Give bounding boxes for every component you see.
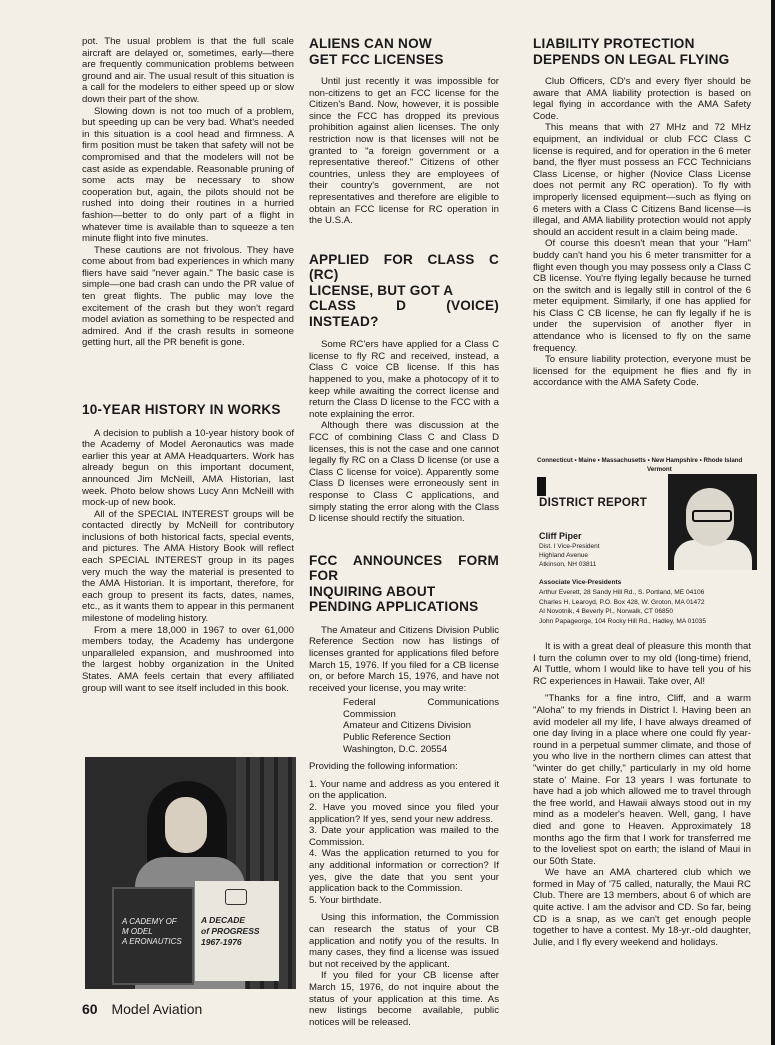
paragraph: Although there was discussion at the FCC of combining Class C and Class D licenses, this is not the case and one cannot legally fly RC on a Class D license (or use a Class C license for voice). Apparently some Class D licenses were erroneously sent in response to Class C applications, and simply stating the error along with the Class D license should rectify the situation. <box>309 420 499 525</box>
booklet-title-line: of PROGRESS <box>201 926 260 936</box>
paragraph: Until just recently it was impossible for non-citizens to get an FCC license for the Citizen's Band. Now, however, it is possible since the FCC has dropped its previous prohibition against alien licenses. The only restriction now is that licenses will not be granted to "a foreign government or a representative thereof." Citizens of other countries, unless they are employees of their country's government, are not representatives and therefore are eligible to obtain an FCC license for RC operation in the U.S.A. <box>309 76 499 227</box>
vp-address: Highland Avenue <box>539 552 589 559</box>
list-item: 2. Have you moved since you filed your application? If yes, send your new address. <box>309 802 499 825</box>
paragraph: The Amateur and Citizens Division Public Reference Section now has listings of licenses granted for applications filed before March 15, 1976. If you filed for a CB license on, or before March 15, 1976, and have not received your license, you may write: <box>309 624 499 694</box>
paragraph: This means that with 27 MHz and 72 MHz equipment, an individual or club FCC Class C license is required, and for operation in the 6 meter band, the flyer must possess an FCC Technicians Class License, or higher (Novice Class License does not permit any RC operation). To fly with improperly licensed equipment—such as flying on 6 meters with a Class C Citizens Band license—is illegal, and AMA liability protection would not apply should an accident result in a claim being made. <box>533 122 751 238</box>
page-footer <box>82 1001 202 1017</box>
paragraph: We have an AMA chartered club which we formed in May of '75 called, naturally, the Maui RC Club. There are 13 members, about 6 of which are quite active. I am the advisor and CD. So far, being CD is a snap, as we can't get enough people together to have a contest. My 18-yr.-old daughter, Julie, and I fly every weekend and holidays. <box>533 867 751 948</box>
paragraph: A decision to publish a 10-year history book of the Academy of Model Aeronautics was made earlier this year at AMA Headquarters. Work has already begun on this important document, announced Jim McNeill, AMA Historian, last week. Photo below shows Lucy Ann McNeill with mock-up of new book. <box>82 427 294 509</box>
assoc-item: Charles H. Learoyd, P.O. Box 428, W. Groton, MA 01472 <box>539 598 705 606</box>
list-item: 1. Your name and address as you entered it on the application. <box>309 778 499 802</box>
aliens-heading <box>309 36 499 67</box>
heading-line: PENDING APPLICATIONS <box>309 599 479 615</box>
column-right <box>533 36 751 389</box>
assoc-item: Al Novotnik, 4 Beverly Pl., Norwalk, CT 06850 <box>539 608 674 616</box>
publication-name: Model Aviation <box>111 1001 203 1017</box>
heading-line: CLASS D (VOICE) INSTEAD? <box>309 298 499 329</box>
paragraph: Using this information, the Commission can research the status of your CB application and notify you of the results. In many cases, they find a license was issued but not received by the applicant. <box>309 912 499 970</box>
info-list <box>309 779 499 907</box>
heading-line: ALIENS CAN NOW <box>309 36 432 51</box>
column-middle <box>309 36 499 1028</box>
paragraph: To ensure liability protection, everyone must be licensed for the equipment he flies and fly in accordance with the AMA Safety Code. <box>533 354 751 389</box>
fcc-address <box>309 697 499 755</box>
book-title-line: A ERONAUTICS <box>122 937 182 946</box>
book-title-line: M ODEL <box>122 927 153 936</box>
paragraph: pot. The usual problem is that the full scale aircraft are delayed or, sometimes, early—there are frequently communication problems between ground and air. The usual result of this situation is a call for the modelers to either speed up or slow down their part of the show. <box>82 36 294 105</box>
page-number: 60 <box>82 1001 98 1017</box>
paragraph: Of course this doesn't mean that your "Ham" buddy can't hand you his 6 meter transmitter for a flight even though you may possess only a Class C CB license. You're flying legally because he turned on the switch and is legally still in control of the 6 meter equipment. Similarly, if one has applied for his Class C CB license, he can fly legally if he is under the supervision of another flyer in attendance who is licensed to fly on the same frequency. <box>533 238 751 354</box>
glasses-icon <box>692 510 732 522</box>
paragraph: Club Officers, CD's and every flyer should be aware that AMA liability protection is based on legal flying in accordance with the AMA Safety Code. <box>533 76 751 122</box>
heading-line: LICENSE, BUT GOT A <box>309 282 454 298</box>
district-report-body <box>533 641 751 948</box>
list-item: 3. Date your application was mailed to the Commission. <box>309 825 499 848</box>
class-c-heading <box>309 252 499 330</box>
ama-book <box>112 887 194 985</box>
heading-line: DEPENDS ON LEGAL FLYING <box>533 51 730 67</box>
address-line: Federal Communications Commission <box>343 697 499 720</box>
vice-president-block <box>539 531 600 569</box>
heading-line: LIABILITY PROTECTION <box>533 36 695 51</box>
list-item: 4. Was the application returned to you for any additional information or correction? If yes, give the date that you sent your application back to the Commission. <box>309 848 499 895</box>
assoc-item: Arthur Everett, 28 Sandy Hill Rd., S. Portland, ME 04106 <box>539 588 705 596</box>
heading-line: GET FCC LICENSES <box>309 51 444 67</box>
paragraph: All of the SPECIAL INTEREST groups will be contacted directly by McNeill for contributory inclusions of both historical facts, special events, and pictures. The AMA History Book will reflect each SPECIAL INTEREST group in its pages very much the way the material is presented to the AMA Historian. It is important, therefore, for each group to present its facts, dates, names, etc., as it wants them to appear in this permanent milestone of modeling history. <box>82 508 294 625</box>
liability-heading <box>533 36 751 67</box>
list-item: 5. Your birthdate. <box>309 894 382 906</box>
states-list: Connecticut • Maine • Massachusetts • New Hampshire • Rhode Island <box>537 457 743 464</box>
assoc-item: John Papageorge, 104 Rocky Hill Rd., Hadley, MA 01035 <box>539 618 707 626</box>
paragraph: From a mere 18,000 in 1967 to over 61,000 members today, the Academy has undergone unparalleled expansion, and mushroomed into the largest hobby organization in the United States. AMA feels certain that every affiliated group will want to see itself included in this book. <box>82 624 294 694</box>
associate-vps <box>539 578 706 627</box>
fcc-form-heading <box>309 553 499 615</box>
vp-title: Dist. I Vice-President <box>539 543 600 550</box>
address-line: Public Reference Section <box>343 732 451 744</box>
page-edge <box>771 0 775 1045</box>
address-line: Washington, D.C. 20554 <box>343 743 448 755</box>
ama-seal-icon <box>225 889 247 905</box>
woman-face <box>165 797 207 853</box>
district-report-title: DISTRICT REPORT <box>539 496 647 509</box>
decade-booklet <box>195 881 279 981</box>
history-book-photo <box>85 757 296 989</box>
booklet-title-line: 1967-1976 <box>201 937 242 947</box>
book-title-line: A CADEMY OF <box>122 917 177 926</box>
heading-line: INQUIRING ABOUT <box>309 583 436 599</box>
heading-line: FCC ANNOUNCES FORM FOR <box>309 552 499 584</box>
paragraph: Some RC'ers have applied for a Class C license to fly RC and received, instead, a Class C voice CB license. If this has happened to you, make a photocopy of it to keep while awaiting the correct license and return the Class D license to the FCC with a note explaining the error. <box>309 339 499 420</box>
paragraph: It is with a great deal of pleasure this month that I turn the column over to my old (long-time) friend, Al Tuttle, whom I would like to have tell you of his RC experiences in Hawaii. Take over, Al! <box>533 641 751 687</box>
paragraph: These cautions are not frivolous. They have come about from bad experiences in which many fliers have said "never again." The basic case is simple—one bad crash can undo the PR value of ten great flights. The public may love the excitement of the crash but they won't regard model aviation as something to be respected and admired. And if the crash results in someone getting hurt, all the PR benefit is gone. <box>82 244 294 349</box>
vp-address: Atkinson, NH 03811 <box>539 561 597 568</box>
heading-line: APPLIED FOR CLASS C (RC) <box>309 251 499 283</box>
assoc-title: Associate Vice-Presidents <box>539 579 622 586</box>
district-marker <box>537 477 546 496</box>
state-vermont: Vermont <box>647 466 672 473</box>
paragraph: Providing the following information: <box>309 761 458 773</box>
paragraph: "Thanks for a fine intro, Cliff, and a warm "Aloha" to my friends in District I. Having been an avid modeler all my life, I have always dreamed of one day living in a place where one could fly year-round in a perpetual summer climate, and those of you who live in the northern climes can attest that "winter do get chilly," particularly in my old home state o' Maine. For 13 years I was fortunate to have had a job which allowed me to travel through the free world, and Hawaii always stood out in my mind as a modeler's heaven. Well, gang, I have died and gone to Heaven. Approximately 18 months ago the firm that I work for transferred me to the loveliest spot on earth; the island of Maui in our 50th State. <box>533 693 751 867</box>
vp-portrait <box>668 474 757 570</box>
paragraph: Slowing down is not too much of a problem, but speeding up can be very bad. What's needed in this situation is a cool head and firmness. A firm position must be taken that safety will not be compromised and that the modelers will not be cast aside as expendable. Reasonable pruning of some acts may be necessary to show cooperation but, again, the pilots should not be rushed into doing their routines in a hurried fashion—better to do only part of a flight in whatever time is available than to squeeze a ten minute flight into five minutes. <box>82 105 294 245</box>
column-left <box>82 36 294 694</box>
booklet-title-line: A DECADE <box>201 915 246 925</box>
paragraph: If you filed for your CB license after March 15, 1976, do not inquire about the status of your application at this time. As new listings become available, public notices will be released. <box>309 970 499 1028</box>
history-heading: 10-YEAR HISTORY IN WORKS <box>82 402 281 418</box>
vp-name: Cliff Piper <box>539 531 582 541</box>
address-line: Amateur and Citizens Division <box>343 720 471 732</box>
district-states <box>537 457 743 473</box>
